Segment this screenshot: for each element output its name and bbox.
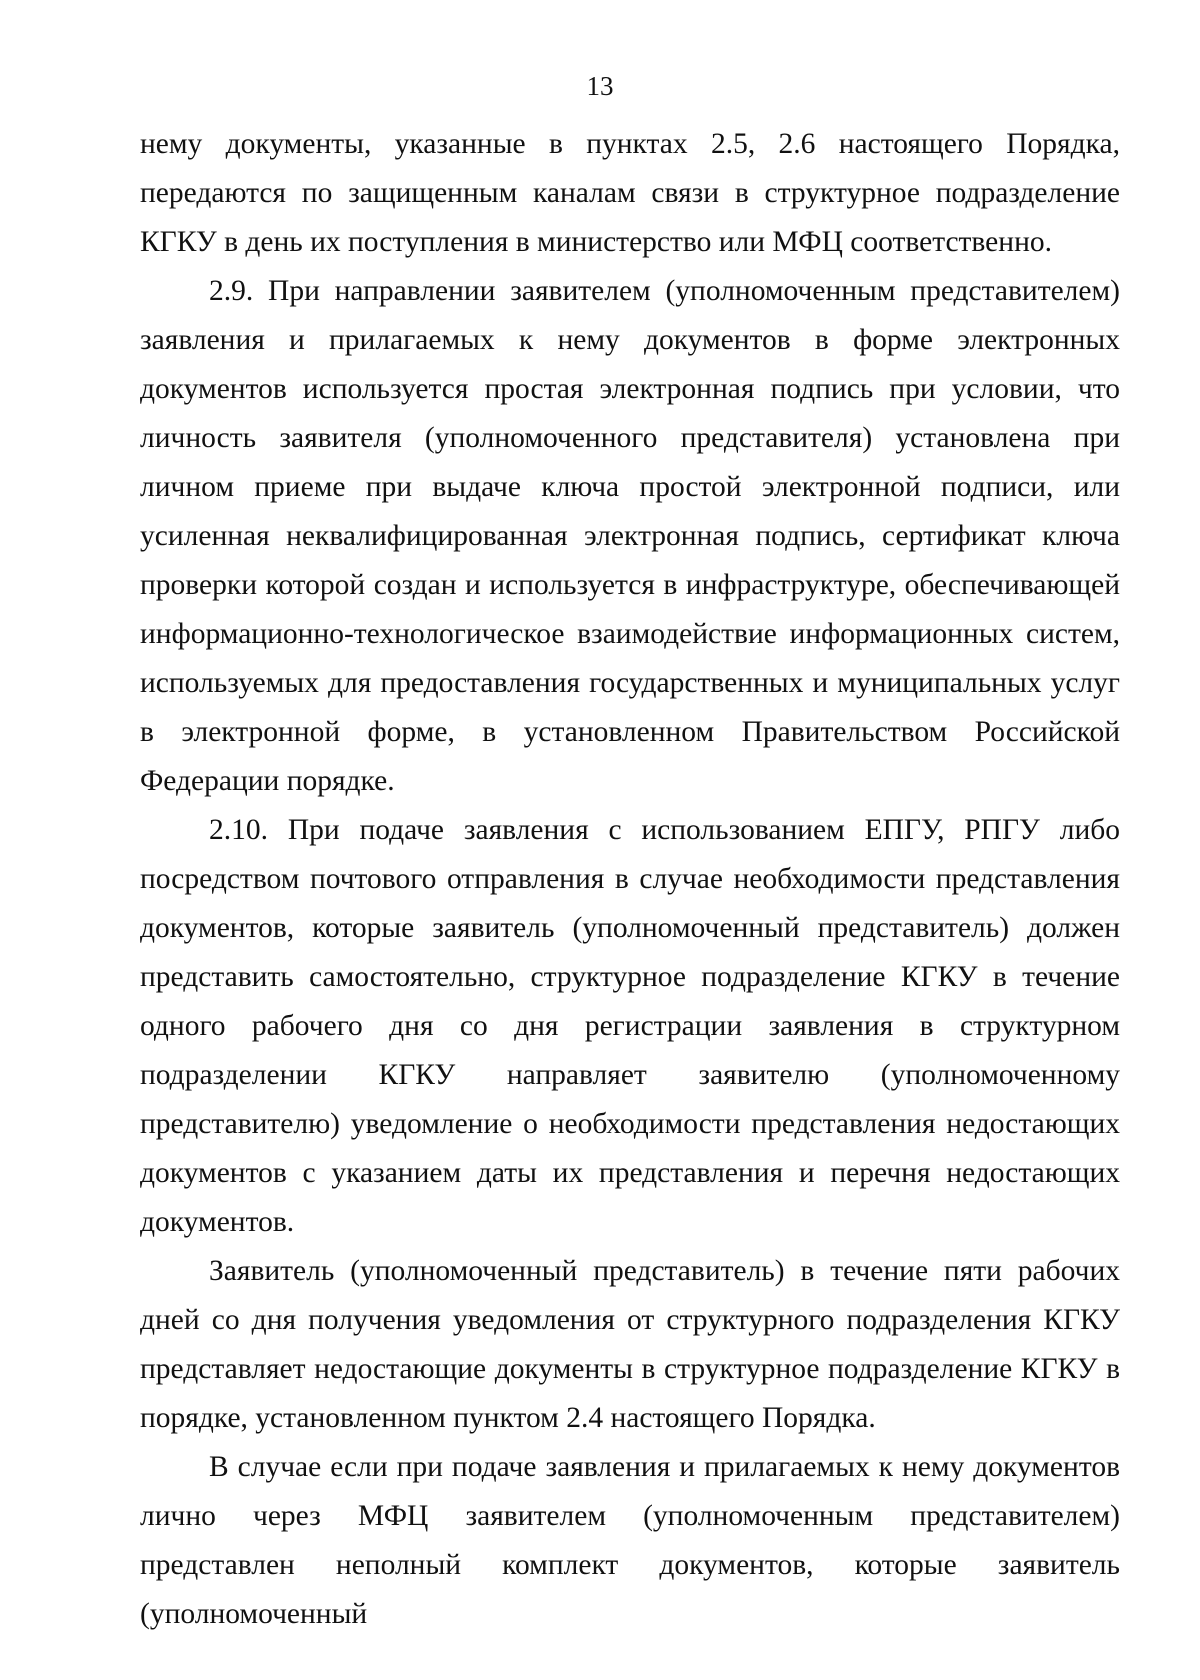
paragraph-2-9: 2.9. При направлении заявителем (уполномоченным представителем) заявления и прилагаемых к нему документов в форме электронных документов используется простая электронная подпись при условии, что личность заявителя (уполномоченного представителя) установлена при личном приеме при выдаче ключа простой электронной подписи, или усиленная неквалифицированная электронная подпись, сертификат ключа проверки которой создан и используется в инфраструктуре, обеспечивающей информационно-технологическое взаимодействие информационных систем, используемых для предоставления государственных и муниципальных услуг в электронной форме, в установленном Правительством Российской Федерации порядке. [140,275,1120,797]
paragraph-continuation: нему документы, указанные в пунктах 2.5, 2.6 настоящего Порядка, передаются по защищенным каналам связи в структурное подразделение КГКУ в день их поступления в министерство или МФЦ соответственно. [140,128,1120,258]
document-body [140,120,1120,1639]
paragraph-mfc-incomplete: В случае если при подаче заявления и прилагаемых к нему документов лично через МФЦ заявителем (уполномоченным представителем) представлен неполный комплект документов, которые заявитель (уполномоченный [140,1451,1120,1630]
page-number: 13 [586,71,614,101]
paragraph-2-10: 2.10. При подаче заявления с использованием ЕПГУ, РПГУ либо посредством почтового отправления в случае необходимости представления документов, которые заявитель (уполномоченный представитель) должен представить самостоятельно, структурное подразделение КГКУ в течение одного рабочего дня со дня регистрации заявления в структурном подразделении КГКУ направляет заявителю (уполномоченному представителю) уведомление о необходимости представления недостающих документов с указанием даты их представления и перечня недостающих документов. [140,814,1120,1238]
paragraph-applicant-deadline: Заявитель (уполномоченный представитель) в течение пяти рабочих дней со дня получения уведомления от структурного подразделения КГКУ представляет недостающие документы в структурное подразделение КГКУ в порядке, установленном пунктом 2.4 настоящего Порядка. [140,1255,1120,1434]
